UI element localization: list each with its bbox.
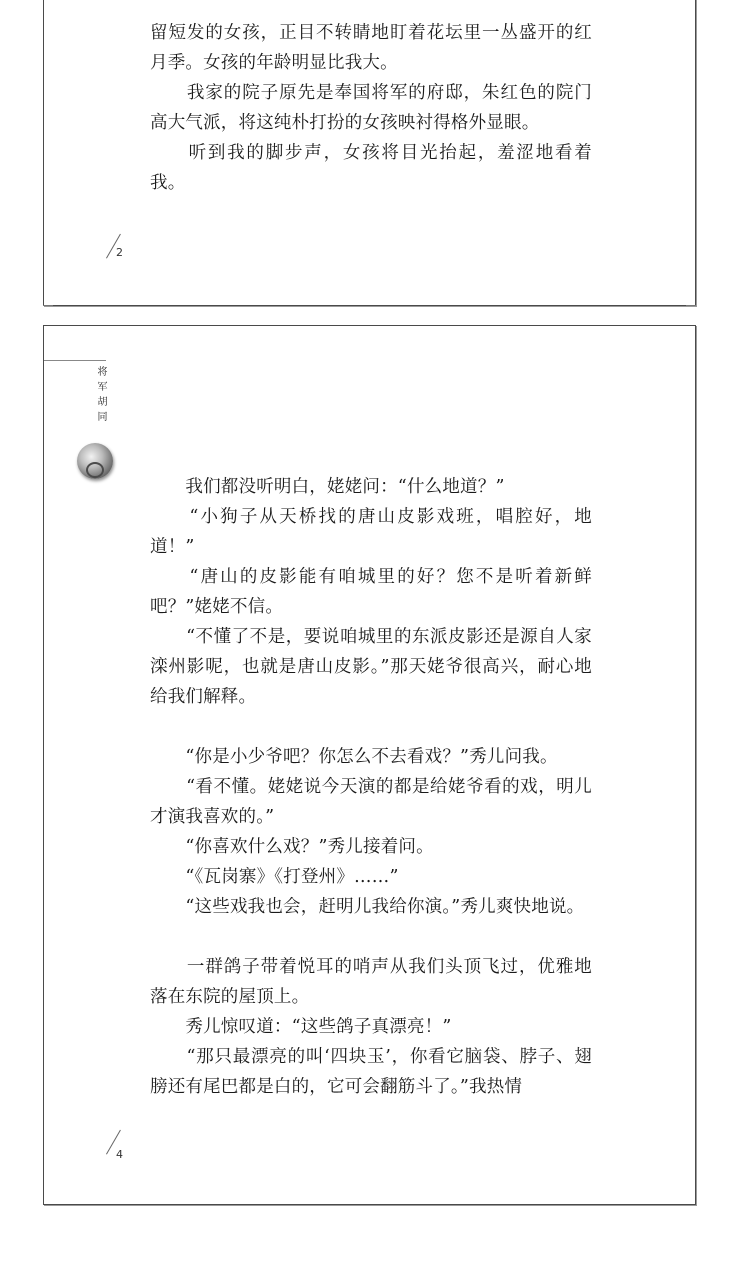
crop-mark (686, 305, 696, 306)
paragraph: “你是小少爷吧？你怎么不去看戏？”秀儿问我。 (150, 747, 558, 767)
paragraph: 听到我的脚步声，女孩将目光抬起，羞涩地看着我。 (150, 143, 592, 193)
paragraph: “看不懂。姥姥说今天演的都是给姥爷看的戏，明儿才演我喜欢的。” (150, 777, 592, 827)
paragraph: “唐山的皮影能有咱城里的好？您不是听着新鲜吧？”姥姥不信。 (150, 567, 592, 617)
book-page-2 (43, 0, 696, 306)
page-number: 4 (116, 1148, 123, 1161)
paragraph: 留短发的女孩，正目不转睛地盯着花坛里一丛盛开的红月季。女孩的年龄明显比我大。 (150, 23, 592, 73)
paragraph: 我家的院子原先是奉国将军的府邸，朱红色的院门高大气派，将这纯朴打扮的女孩映衬得格外显眼。 (150, 83, 592, 133)
paragraph: “不懂了不是，要说咱城里的东派皮影还是源自人家滦州影呢，也就是唐山皮影。”那天姥爷很高兴，耐心地给我们解释。 (150, 627, 592, 707)
crop-mark (43, 305, 53, 306)
paragraph: “《瓦岗寨》《打登州》……” (150, 867, 399, 887)
page-number: 2 (116, 246, 123, 259)
running-head: 将军胡同 (95, 366, 106, 426)
paragraph: 一群鸽子带着悦耳的哨声从我们头顶飞过，优雅地落在东院的屋顶上。 (150, 957, 592, 1007)
paragraph: 我们都没听明白，姥姥问：“什么地道？” (150, 477, 505, 497)
book-page-4 (43, 325, 696, 1205)
paragraph: “小狗子从天桥找的唐山皮影戏班，唱腔好，地道！” (150, 507, 592, 557)
paragraph: “你喜欢什么戏？”秀儿接着问。 (150, 837, 434, 857)
running-head-rule (44, 360, 106, 361)
paragraph: 秀儿惊叹道：“这些鸽子真漂亮！” (150, 1017, 452, 1037)
paragraph: “那只最漂亮的叫‘四块玉’，你看它脑袋、脖子、翅膀还有尾巴都是白的，它可会翻筋斗了。”我热情 (150, 1047, 592, 1097)
door-knocker-icon (77, 443, 113, 479)
paragraph: “这些戏我也会，赶明儿我给你演。”秀儿爽快地说。 (150, 897, 585, 917)
